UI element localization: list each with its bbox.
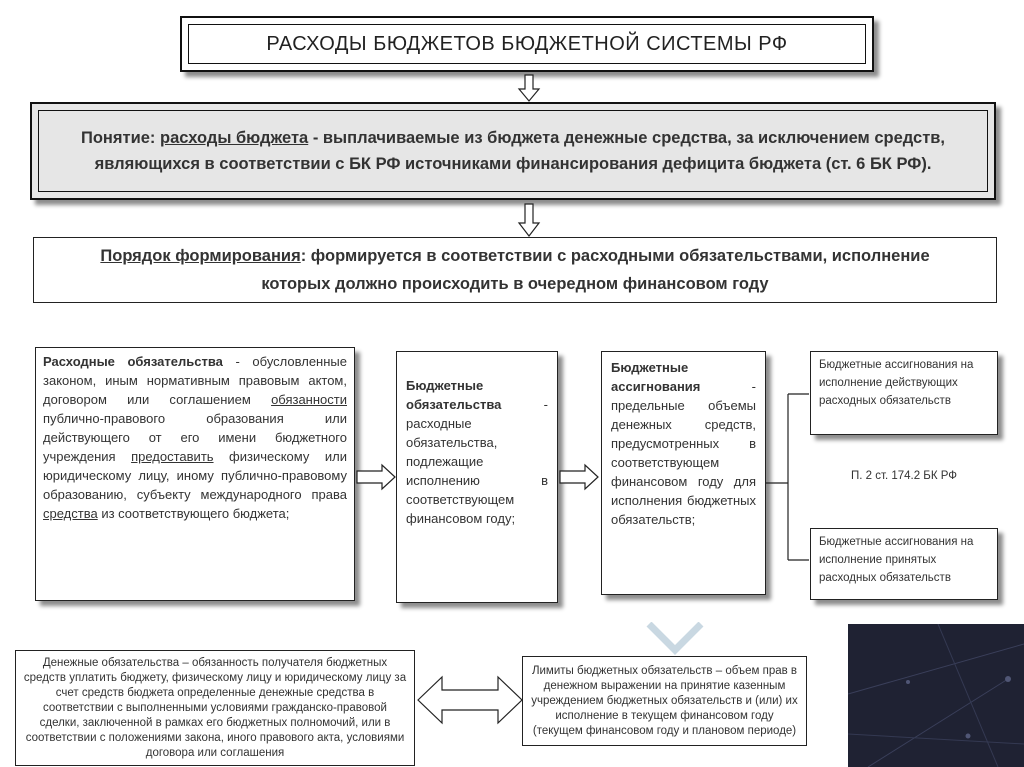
faint-down-arrow	[645, 622, 705, 656]
order-box	[33, 237, 997, 303]
allocations-current-text: Бюджетные ассигнования на исполнение действующих расходных обязательств	[819, 359, 974, 407]
limits-text: Лимиты бюджетных обязательств – объем прав в денежном выражении на принятие казенным учреждением бюджетных обязательств и (или) их исполнение в текущем финансовом году (текущем финансовом году и плановом периоде)	[531, 664, 798, 737]
budget-obligations-title: Бюджетные обязательства	[406, 378, 502, 412]
budget-allocations-box	[601, 351, 766, 595]
limits-box	[522, 656, 807, 746]
expense-obligations-title: Расходные обязательства	[43, 354, 223, 369]
concept-text	[69, 125, 957, 177]
order-text	[74, 242, 956, 298]
expense-obligations-underline-2: предоставить	[131, 449, 214, 464]
concept-term: расходы бюджета	[160, 129, 309, 147]
allocations-accepted-text: Бюджетные ассигнования на исполнение принятых расходных обязательств	[819, 536, 974, 584]
expense-obligations-text-4: из соответствующего бюджета;	[97, 506, 290, 521]
allocations-current-box	[810, 351, 998, 435]
expense-obligations-text-2: публично-правового образования или действующего от его имени бюджетного учреждения	[43, 411, 347, 464]
concept-definition: - выплачиваемые из бюджета денежные средства, за исключением средств, являющихся в соответствии с БК РФ источниками финансирования дефицита бюджета (ст. 6 БК РФ).	[94, 129, 946, 173]
right-arrow-2	[559, 463, 599, 491]
expense-obligations-underline-3: средства	[43, 506, 98, 521]
monetary-obligations-box	[15, 650, 415, 766]
order-label: Порядок формирования	[100, 247, 301, 265]
concept-label: Понятие:	[80, 129, 156, 147]
expense-obligations-underline-1: обязанности	[271, 392, 347, 407]
bracket-connector	[766, 390, 810, 570]
budget-allocations-title: Бюджетные ассигнования	[611, 360, 701, 394]
expense-obligations-box	[35, 347, 355, 601]
article-reference: П. 2 ст. 174.2 БК РФ	[850, 470, 958, 482]
order-description: : формируется в соответствии с расходными обязательствами, исполнение которых должно происходить в очередном финансовом году	[261, 247, 930, 293]
down-arrow-2	[517, 203, 541, 237]
expense-obligations-text-3: физическому или юридическому лицу, иному публично-правовому образованию, субъекту международного права	[43, 449, 347, 502]
allocations-accepted-box	[810, 528, 998, 600]
budget-allocations-text: - предельные объемы денежных средств, предусмотренных в соответствующем финансовом году для исполнения бюджетных обязательств;	[611, 379, 756, 527]
budget-obligations-box	[396, 351, 558, 603]
monetary-obligations-text: Денежные обязательства – обязанность получателя бюджетных средств уплатить бюджету, физическому лицу и юридическому лицу за счет средств бюджета определенные денежные средства в соответствии с выполненными условиями гражданско-правовой сделки, заключенной в рамках его бюджетных полномочий, или в соответствии с положениями закона, иного правового акта, условиями договора или соглашения	[23, 656, 407, 759]
right-arrow-1	[356, 463, 396, 491]
expense-obligations-text-1: - обусловленные законом, иным нормативным правовым актом, договором или соглашением	[43, 354, 347, 407]
down-arrow-1	[517, 74, 541, 102]
page-title: РАСХОДЫ БЮДЖЕТОВ БЮДЖЕТНОЙ СИСТЕМЫ РФ	[266, 32, 788, 55]
network-decoration-icon	[848, 624, 1024, 767]
title-box	[180, 16, 874, 72]
double-arrow	[416, 674, 524, 726]
budget-obligations-text: - расходные обязательства, подлежащие исполнению в соответствующем финансовом году;	[406, 397, 548, 526]
decorative-panel	[848, 624, 1024, 767]
concept-box	[30, 102, 996, 200]
